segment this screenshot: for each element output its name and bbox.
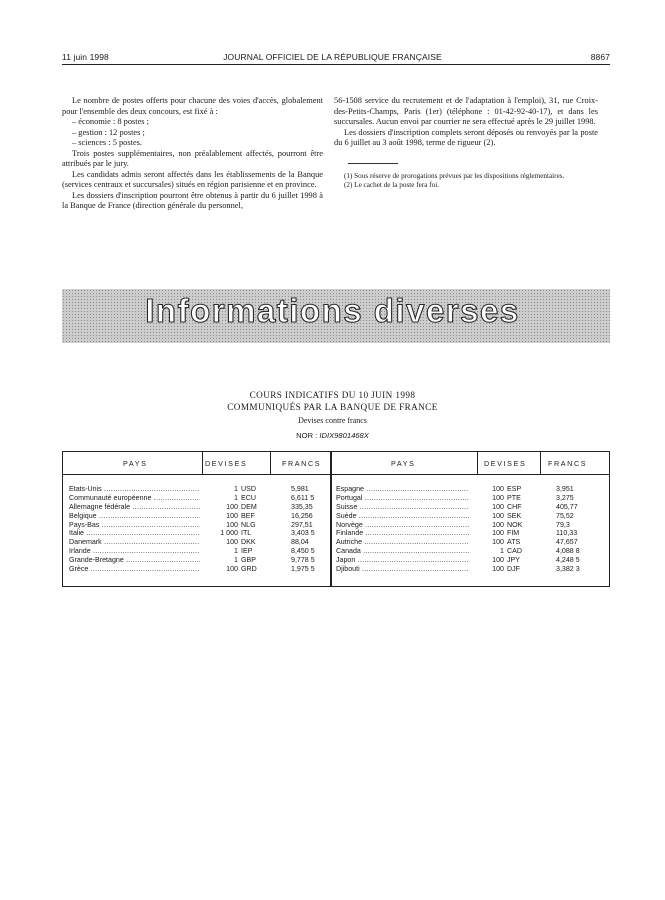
header-pays-right: PAYS <box>391 459 416 468</box>
country-cell: Grèce ..... <box>69 565 200 574</box>
country-cell: Pays-Bas ..... <box>69 521 200 530</box>
country-cell: Italie ..... <box>69 529 200 538</box>
table-row <box>63 512 609 521</box>
currency-code-cell: DKK <box>241 538 256 547</box>
currency-code-cell: GRD <box>241 565 257 574</box>
header-rule <box>62 64 610 65</box>
footnote-rule <box>348 163 398 164</box>
currency-code-cell: NOK <box>507 520 523 529</box>
rate-cell: 88,04 <box>291 538 309 547</box>
rates-subtitle: COMMUNIQUÉS PAR LA BANQUE DE FRANCE <box>227 402 438 412</box>
currency-code-cell: DEM <box>241 502 257 511</box>
list-item: – gestion : 12 postes ; <box>72 127 145 137</box>
currency-code-cell: FIM <box>507 529 520 538</box>
paragraph: 56-1508 service du recrutement et de l'adaptation à l'emploi), 31, rue Croix-des-Petits-Champs, Paris (1er) (téléphone : 01-42-92-40-17), et dans les succursales. Aucun envoi par courrier ne sera effectué après le 29 juillet 1998. <box>334 96 598 126</box>
quantity-cell: 1 <box>234 556 238 565</box>
currency-code-cell: DJF <box>507 565 521 574</box>
quantity-cell: 1 <box>234 493 238 502</box>
column-divider <box>477 452 478 474</box>
quantity-cell: 100 <box>226 502 238 511</box>
left-text-column <box>62 96 323 212</box>
rate-cell: 3,382 3 <box>556 565 580 574</box>
header-pays-left: PAYS <box>123 459 148 468</box>
country-cell: Norvège ..... <box>336 521 469 530</box>
rate-cell: 4,248 5 <box>556 556 580 565</box>
table-row <box>63 485 609 494</box>
currency-code-cell: ESP <box>507 485 522 493</box>
header-devises-right: DEVISES <box>484 459 527 468</box>
rate-cell: 79,3 <box>556 520 570 529</box>
rate-cell: 6,611 5 <box>291 493 315 502</box>
country-cell: Canada ..... <box>336 547 469 556</box>
currency-code-cell: PTE <box>507 493 521 502</box>
table-row <box>63 547 609 556</box>
header-journal-title: JOURNAL OFFICIEL DE LA RÉPUBLIQUE FRANÇAISE <box>223 52 442 62</box>
header-francs-left: FRANCS <box>282 459 322 468</box>
footnote: (1) Sous réserve de prorogations prévues par les dispositions réglementaires. <box>344 171 565 180</box>
country-cell: Belgique ..... <box>69 512 200 521</box>
country-cell: Djibouti ..... <box>336 565 469 574</box>
nor-label: NOR : <box>296 431 318 440</box>
country-cell: Communauté européenne ..... <box>69 494 200 503</box>
rate-cell: 16,256 <box>291 511 313 520</box>
table-row <box>63 538 609 547</box>
rate-cell: 3,951 <box>556 485 574 493</box>
country-cell: Portugal ..... <box>336 494 469 503</box>
table-row <box>63 565 609 574</box>
paragraph: Les dossiers d'inscription complets seront déposés ou renvoyés par la poste du 6 juillet au 3 août 1998, terme de rigueur (2). <box>334 127 598 147</box>
rate-cell: 110,33 <box>556 529 578 538</box>
nor-reference <box>0 431 665 440</box>
quantity-cell: 100 <box>492 520 504 529</box>
paragraph: Trois postes supplémentaires, non préalablement affectés, pourront être attribués par le jury. <box>62 148 323 168</box>
quantity-cell: 100 <box>226 538 238 547</box>
list-item: – économie : 8 postes ; <box>72 117 149 126</box>
header-francs-right: FRANCS <box>548 459 588 468</box>
paragraph: Le nombre de postes offerts pour chacune des voies d'accès, globalement pour l'ensemble des deux concours, est fixé à : <box>62 96 323 116</box>
exchange-rates-table <box>62 451 610 587</box>
column-divider <box>270 452 271 474</box>
country-cell: Suisse ..... <box>336 503 469 512</box>
currency-code-cell: ECU <box>241 493 256 502</box>
table-row <box>63 521 609 530</box>
country-cell: Espagne ..... <box>336 485 469 494</box>
currency-code-cell: ITL <box>241 529 252 538</box>
currency-code-cell: NLG <box>241 520 256 529</box>
country-cell: Japon ..... <box>336 556 469 565</box>
quantity-cell: 100 <box>492 565 504 574</box>
paragraph: Les dossiers d'inscription pourront être obtenus à partir du 6 juillet 1998 à la Banque de France (direction générale du personnel, <box>62 190 323 210</box>
rate-cell: 8,450 5 <box>291 547 315 556</box>
rates-title: COURS INDICATIFS DU 10 JUIN 1998 <box>249 390 416 400</box>
country-cell: Finlande ..... <box>336 529 469 538</box>
rate-cell: 9,778 5 <box>291 556 315 565</box>
header-page-number: 8867 <box>590 52 610 62</box>
table-row <box>63 529 609 538</box>
table-row <box>63 556 609 565</box>
country-cell: Suède ..... <box>336 512 469 521</box>
rates-caption: Devises contre francs <box>298 416 367 425</box>
country-cell: Irlande ..... <box>69 547 200 556</box>
header-date: 11 juin 1998 <box>62 52 109 62</box>
country-cell: Allemagne fédérale ..... <box>69 503 200 512</box>
rates-rows-right <box>63 485 609 574</box>
rate-cell: 1,975 5 <box>291 565 315 574</box>
quantity-cell: 1 <box>234 485 238 493</box>
quantity-cell: 1 <box>500 547 504 556</box>
rate-cell: 4,088 8 <box>556 547 580 556</box>
country-cell: Grande-Bretagne ..... <box>69 556 200 565</box>
quantity-cell: 100 <box>492 485 504 493</box>
country-cell: Autriche ..... <box>336 538 469 547</box>
currency-code-cell: CAD <box>507 547 522 556</box>
currency-code-cell: USD <box>241 485 256 493</box>
quantity-cell: 100 <box>492 529 504 538</box>
rate-cell: 3,275 <box>556 493 574 502</box>
quantity-cell: 1 000 <box>220 529 238 538</box>
column-divider <box>202 452 203 474</box>
quantity-cell: 1 <box>234 547 238 556</box>
right-text-column <box>334 96 598 190</box>
currency-code-cell: GBP <box>241 556 256 565</box>
quantity-cell: 100 <box>226 511 238 520</box>
quantity-cell: 100 <box>492 502 504 511</box>
rate-cell: 297,51 <box>291 520 313 529</box>
country-cell: Etats-Unis ..... <box>69 485 200 494</box>
currency-code-cell: JPY <box>507 556 521 565</box>
column-divider <box>540 452 541 474</box>
table-row <box>63 503 609 512</box>
rate-cell: 47,657 <box>556 538 578 547</box>
quantity-cell: 100 <box>492 511 504 520</box>
table-header <box>63 452 609 475</box>
rate-cell: 5,981 <box>291 485 309 493</box>
quantity-cell: 100 <box>492 493 504 502</box>
currency-code-cell: SEK <box>507 511 522 520</box>
quantity-cell: 100 <box>226 565 238 574</box>
currency-code-cell: IEP <box>241 547 253 556</box>
paragraph: Les candidats admis seront affectés dans les établissements de la Banque (services centraux et succursales) situés en région parisienne et en province. <box>62 169 323 189</box>
nor-value: IDIX9801468X <box>319 431 369 440</box>
rate-cell: 75,52 <box>556 511 574 520</box>
table-row <box>63 494 609 503</box>
currency-code-cell: ATS <box>507 538 521 547</box>
rate-cell: 335,35 <box>291 502 313 511</box>
header-devises-left: DEVISES <box>205 459 248 468</box>
quantity-cell: 100 <box>226 520 238 529</box>
quantity-cell: 100 <box>492 538 504 547</box>
country-cell: Danemark ..... <box>69 538 200 547</box>
list-item: – sciences : 5 postes. <box>72 138 143 147</box>
currency-code-cell: CHF <box>507 502 522 511</box>
section-banner-title: Informations diverses <box>145 292 520 329</box>
rate-cell: 3,403 5 <box>291 529 315 538</box>
rate-cell: 405,77 <box>556 502 578 511</box>
footnote: (2) Le cachet de la poste fera foi. <box>344 180 439 189</box>
quantity-cell: 100 <box>492 556 504 565</box>
currency-code-cell: BEF <box>241 511 255 520</box>
